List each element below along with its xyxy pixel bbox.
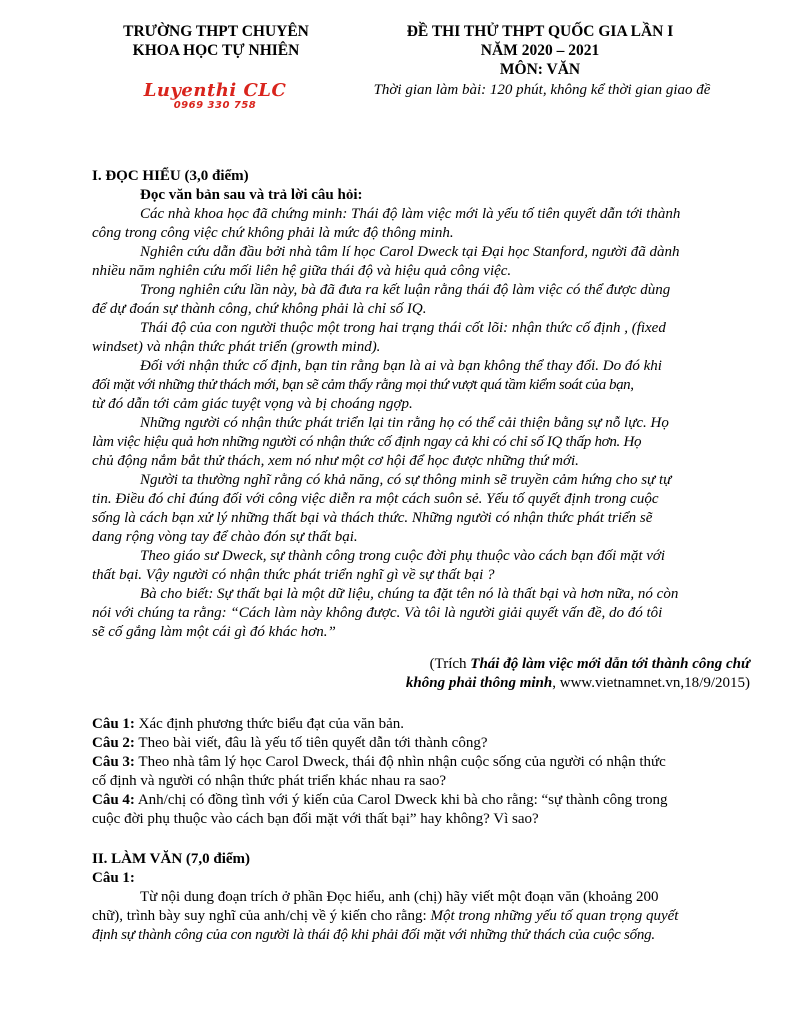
- section2-question-1-label: Câu 1:: [92, 870, 135, 886]
- school-name-line2: KHOA HỌC TỰ NHIÊN: [132, 42, 300, 59]
- passage-line: Người ta thường nghĩ rằng có khả năng, có sự thông minh sẽ truyền cảm hứng cho sự tự: [140, 472, 672, 488]
- question-2: [92, 734, 752, 752]
- passage-line: sống là cách bạn xử lý những thất bại và thách thức. Những người có nhận thức phát triển sẽ: [92, 510, 653, 526]
- question-text: Theo bài viết, đâu là yếu tố tiên quyết dẫn tới thành công?: [134, 735, 488, 751]
- source-citation-line1: [430, 655, 750, 673]
- section2-heading: II. LÀM VĂN (7,0 điểm): [92, 851, 251, 867]
- passage-line: đối mặt với những thử thách mới, bạn sẽ cảm thấy rằng mọi thứ vượt quá tầm kiểm soát của bạn,: [92, 377, 634, 393]
- question-text: Theo nhà tâm lý học Carol Dweck, thái độ nhìn nhận cuộc sống của người có nhận thức: [134, 754, 666, 770]
- passage-line: công trong công việc chứ không phải là mức độ thông minh.: [92, 225, 454, 241]
- passage-line: nói với chúng ta rằng: “Cách làm này không được. Và tôi là người giải quyết vấn đề, do đó tôi: [92, 605, 663, 621]
- school-header: [96, 22, 336, 60]
- question-label: Câu 1:: [92, 716, 135, 732]
- essay-prompt-italic: Một trong những yếu tố quan trọng quyết: [430, 908, 679, 924]
- question-label: Câu 3:: [92, 754, 135, 770]
- question-text: Xác định phương thức biểu đạt của văn bản.: [134, 716, 405, 732]
- section1-instruction: Đọc văn bản sau và trả lời câu hỏi:: [140, 187, 363, 203]
- essay-prompt-plain: chữ), trình bày suy nghĩ của anh/chị về ý kiến cho rằng:: [92, 908, 431, 924]
- passage-line: Theo giáo sư Dweck, sự thành công trong cuộc đời phụ thuộc vào cách bạn đối mặt với: [140, 548, 666, 564]
- luyenthi-logo: [140, 82, 290, 112]
- passage-line: dang rộng vòng tay để chào đón sự thất bại.: [92, 529, 358, 545]
- question-1: [92, 715, 752, 733]
- passage-line: windset) và nhận thức phát triển (growth mind).: [92, 339, 381, 355]
- passage-line: Đối với nhận thức cố định, bạn tin rằng bạn là ai và bạn không thể thay đổi. Do đó khi: [140, 358, 662, 374]
- question-label: Câu 2:: [92, 735, 135, 751]
- passage-line: làm việc hiệu quả hơn những người có nhận thức cố định ngay cả khi có chỉ số IQ thấp hơn. Họ: [92, 434, 642, 450]
- passage-line: Những người có nhận thức phát triển lại tin rằng họ có thể cải thiện bằng sự nỗ lực. Họ: [140, 415, 669, 431]
- logo-name: Luyenthi CLC: [143, 80, 287, 101]
- source-suffix: , www.vietnamnet.vn,18/9/2015): [552, 675, 750, 691]
- logo-phone: 0969 330 758: [173, 100, 257, 111]
- source-prefix: (Trích: [429, 656, 471, 672]
- question-3-continued: cố định và người có nhận thức phát triển khác nhau ra sao?: [92, 773, 447, 789]
- passage-line: Các nhà khoa học đã chứng minh: Thái độ làm việc mới là yếu tố tiên quyết dẫn tới thành: [140, 206, 681, 222]
- passage-line: sẽ cố gắng làm một cái gì đó khác hơn.”: [92, 624, 336, 640]
- section1-heading: I. ĐỌC HIỂU (3,0 điểm): [92, 168, 249, 184]
- question-text: Anh/chị có đồng tình với ý kiến của Carol Dweck khi bà cho rằng: “sự thành công trong: [134, 792, 668, 808]
- passage-line: thất bại. Vậy người có nhận thức phát triển nghĩ gì về sự thất bại ?: [92, 567, 495, 583]
- passage-line: Trong nghiên cứu lần này, bà đã đưa ra kết luận rằng thái độ làm việc có thể được dùng: [140, 282, 671, 298]
- passage-line: Bà cho biết: Sự thất bại là một dữ liệu, chúng ta đặt tên nó là thất bại và hơn nữa, nó còn: [140, 586, 679, 602]
- passage-line: Thái độ của con người thuộc một trong hai trạng thái cốt lõi: nhận thức cố định , (fixed: [140, 320, 666, 336]
- source-title-part1: Thái độ làm việc mới dẫn tới thành công chứ: [470, 656, 750, 672]
- question-3: [92, 753, 752, 771]
- exam-time-note: Thời gian làm bài: 120 phút, không kể thời gian giao đề: [373, 82, 711, 98]
- passage-line: Nghiên cứu dẫn đầu bởi nhà tâm lí học Carol Dweck tại Đại học Stanford, người đã dành: [140, 244, 680, 260]
- question-label: Câu 4:: [92, 792, 135, 808]
- essay-prompt-line: Từ nội dung đoạn trích ở phần Đọc hiểu, anh (chị) hãy viết một đoạn văn (khoảng 200: [140, 889, 659, 905]
- passage-line: nhiều năm nghiên cứu mối liên hệ giữa thái độ và hiệu quả công việc.: [92, 263, 512, 279]
- essay-prompt-line: định sự thành công của con người là thái độ khi phải đối mặt với những thử thách của cuộc sống.: [92, 927, 655, 943]
- passage-line: để dự đoán sự thành công, chứ không phải là chỉ số IQ.: [92, 301, 427, 317]
- source-title-part2: không phải thông minh: [405, 675, 553, 691]
- essay-prompt-line: [92, 907, 752, 925]
- school-name-line1: TRƯỜNG THPT CHUYÊN: [123, 23, 309, 40]
- passage-line: tin. Điều đó chỉ đúng đối với công việc diễn ra một cách suôn sẻ. Yếu tố quyết định trong cuộc: [92, 491, 659, 507]
- passage-line: từ đó dẫn tới cảm giác tuyệt vọng và bị choáng ngợp.: [92, 396, 413, 412]
- source-citation-line2: [406, 674, 750, 692]
- exam-header: [360, 22, 720, 79]
- exam-title: ĐỀ THI THỬ THPT QUỐC GIA LẦN I: [406, 23, 674, 40]
- question-4: [92, 791, 752, 809]
- passage-line: chủ động nắm bắt thử thách, xem nó như một cơ hội để học được những thứ mới.: [92, 453, 579, 469]
- exam-subject: MÔN: VĂN: [499, 61, 581, 78]
- question-4-continued: cuộc đời phụ thuộc vào cách bạn đối mặt với thất bại” hay không? Vì sao?: [92, 811, 539, 827]
- exam-year: NĂM 2020 – 2021: [480, 42, 600, 59]
